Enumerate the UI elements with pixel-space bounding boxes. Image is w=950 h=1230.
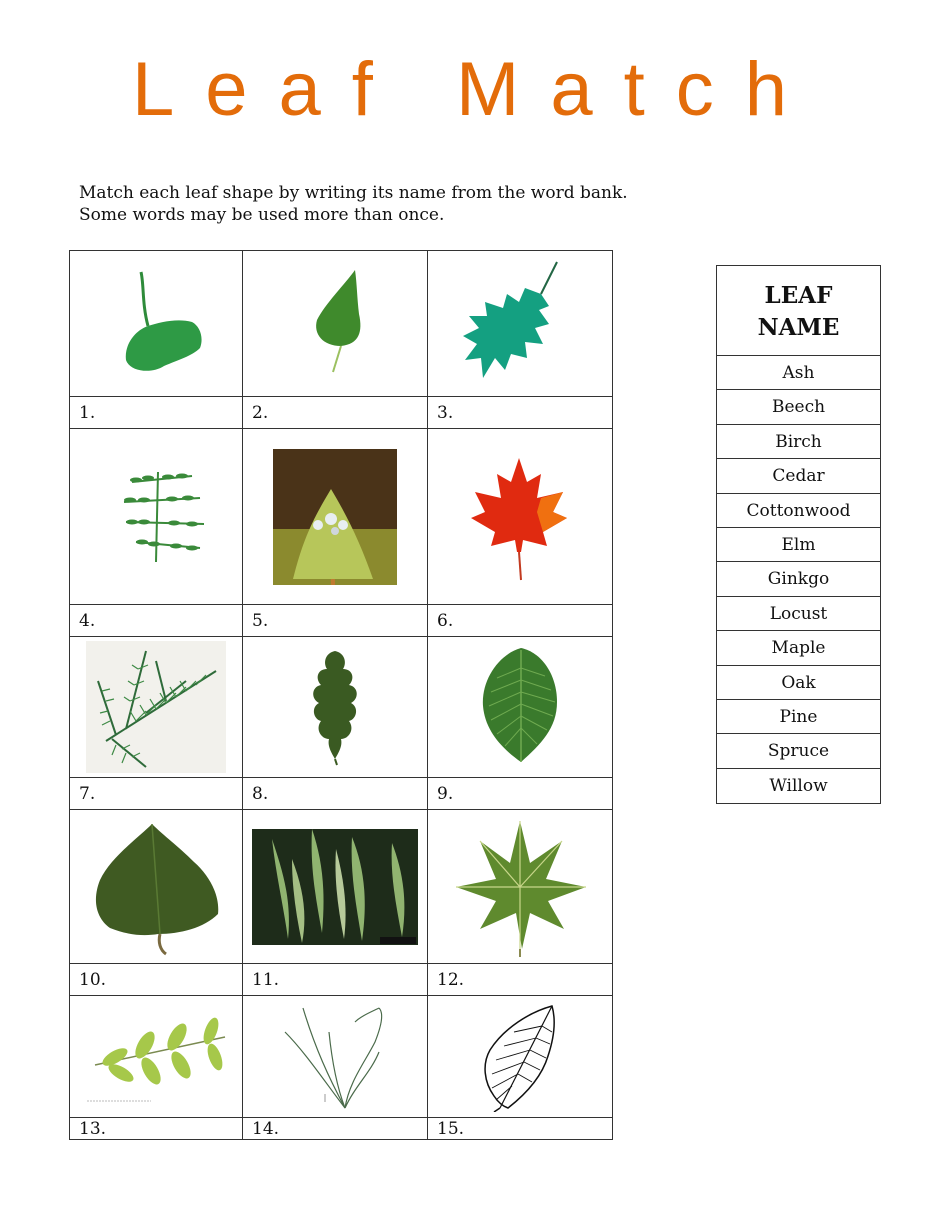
- oak-leaf-icon: [455, 258, 585, 390]
- word-bank-item: Cedar: [717, 459, 880, 493]
- locust-leaf-icon: [96, 462, 216, 572]
- leaf-number: 15.: [428, 1118, 613, 1140]
- leaf-image-cell: [70, 810, 243, 964]
- word-bank-item: Locust: [717, 597, 880, 631]
- leaf-number: 10.: [70, 964, 243, 996]
- leaf-image-cell: [243, 810, 428, 964]
- leaf-image-cell: [428, 810, 613, 964]
- leaf-image-cell: [70, 251, 243, 397]
- word-bank-item: Birch: [717, 425, 880, 459]
- leaf-image-cell: [428, 637, 613, 778]
- word-bank-heading: [717, 266, 880, 356]
- leaf-number: 8.: [243, 778, 428, 810]
- leaf-number: 4.: [70, 605, 243, 637]
- ash-leaf-icon: [81, 1009, 231, 1105]
- word-bank-item: Pine: [717, 700, 880, 734]
- leaf-number: 6.: [428, 605, 613, 637]
- page-title: Leaf Match: [132, 47, 818, 132]
- willow-leaves-icon: [252, 829, 418, 945]
- word-bank-heading-line-1: LEAF: [764, 282, 833, 309]
- birch-leaf-icon: [275, 264, 395, 384]
- spruce-branch-icon: [86, 641, 226, 773]
- leaf-image-cell: [243, 429, 428, 605]
- beech-leaf-sketch-icon: [480, 1002, 560, 1112]
- leaf-number: 5.: [243, 605, 428, 637]
- word-bank-item: Elm: [717, 528, 880, 562]
- leaf-number: 13.: [70, 1118, 243, 1140]
- leaf-image-cell: [428, 429, 613, 605]
- ginkgo-leaf-icon: [96, 264, 216, 384]
- maple-leaf-icon: [465, 452, 575, 582]
- leaf-image-cell: [243, 996, 428, 1118]
- leaf-number: 7.: [70, 778, 243, 810]
- leaf-number: 2.: [243, 397, 428, 429]
- word-bank-heading-line-2: NAME: [757, 314, 840, 341]
- leaf-image-cell: [70, 996, 243, 1118]
- leaf-grid: [69, 250, 613, 1140]
- word-bank-item: Ash: [717, 356, 880, 390]
- leaf-image-cell: [70, 429, 243, 605]
- leaf-image-cell: [70, 637, 243, 778]
- instructions-line-1: Match each leaf shape by writing its name from the word bank.: [79, 183, 628, 203]
- elm-leaf-icon: [475, 644, 565, 770]
- oak-leaf-icon: [295, 647, 375, 767]
- maple-leaf-icon: [450, 817, 590, 957]
- instructions: [79, 182, 628, 226]
- pine-needles-icon: [275, 1002, 395, 1112]
- leaf-image-cell: [243, 637, 428, 778]
- leaf-number: 14.: [243, 1118, 428, 1140]
- leaf-number: 1.: [70, 397, 243, 429]
- word-bank-item: Spruce: [717, 734, 880, 768]
- leaf-number: 3.: [428, 397, 613, 429]
- word-bank-item: Maple: [717, 631, 880, 665]
- leaf-image-cell: [428, 251, 613, 397]
- leaf-number: 12.: [428, 964, 613, 996]
- leaf-image-cell: [243, 251, 428, 397]
- leaf-number: 11.: [243, 964, 428, 996]
- word-bank-item: Willow: [769, 775, 828, 796]
- word-bank-item: Oak: [717, 666, 880, 700]
- word-bank: [716, 265, 881, 804]
- word-bank-item: Ginkgo: [717, 562, 880, 596]
- cedar-branch-icon: [273, 449, 397, 585]
- instructions-line-2: Some words may be used more than once.: [79, 205, 445, 225]
- word-bank-item: Beech: [717, 390, 880, 424]
- leaf-image-cell: [428, 996, 613, 1118]
- leaf-number: 9.: [428, 778, 613, 810]
- cottonwood-leaf-icon: [86, 818, 226, 956]
- word-bank-item: Cottonwood: [717, 494, 880, 528]
